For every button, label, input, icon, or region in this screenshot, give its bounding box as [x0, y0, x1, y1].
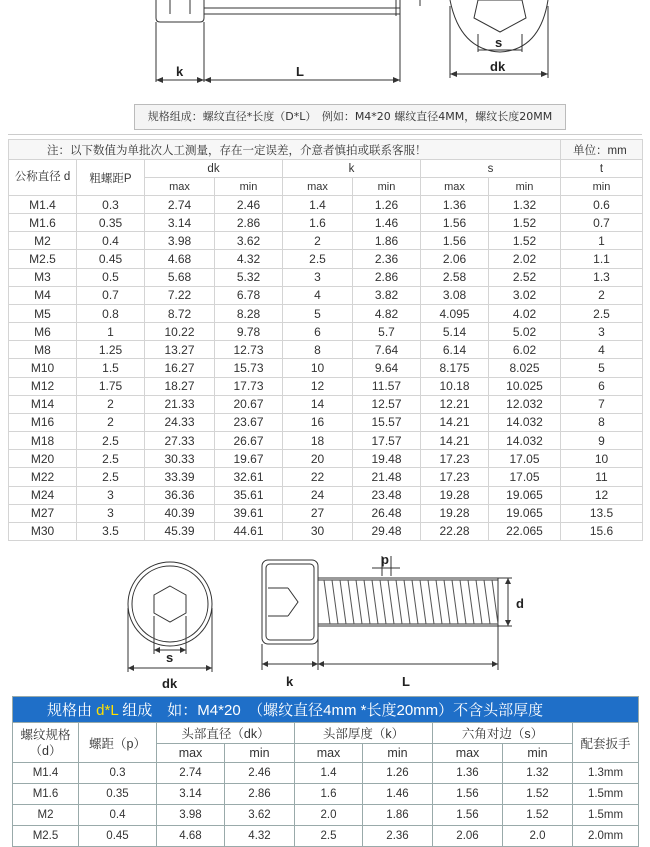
- table-cell: 2.36: [353, 250, 421, 268]
- mid-L-label: L: [402, 674, 410, 689]
- thread-line: [484, 580, 490, 624]
- table-cell: 10.025: [489, 377, 561, 395]
- table-cell: 22.065: [489, 522, 561, 540]
- mid-d-label: d: [516, 596, 524, 611]
- table-cell: 1.56: [421, 214, 489, 232]
- table-cell: 2.0mm: [573, 826, 639, 847]
- header-s-min: min: [489, 178, 561, 196]
- table-cell: 8: [561, 413, 643, 431]
- table-cell: 2: [283, 232, 353, 250]
- thread-line: [348, 580, 354, 624]
- table-cell: M2.5: [9, 250, 77, 268]
- table-cell: 19.28: [421, 504, 489, 522]
- table-cell: 19.065: [489, 504, 561, 522]
- table-cell: 1: [561, 232, 643, 250]
- thread-line: [372, 580, 378, 624]
- table-row: [9, 450, 643, 468]
- table-cell: 11.57: [353, 377, 421, 395]
- table-cell: 3.5: [77, 522, 145, 540]
- top-L-label: L: [296, 64, 304, 79]
- table-row: [9, 522, 643, 540]
- table-cell: 23.67: [215, 413, 283, 431]
- t2-header-k-max: max: [295, 744, 363, 763]
- table-cell: 4.68: [145, 250, 215, 268]
- table-cell: 1.36: [421, 196, 489, 214]
- table-cell: 1.32: [503, 763, 573, 784]
- t2-header-dk-min: min: [225, 744, 295, 763]
- table-cell: 2.74: [145, 196, 215, 214]
- table-cell: 12.73: [215, 341, 283, 359]
- table-cell: 2.06: [433, 826, 503, 847]
- table-cell: 1.52: [503, 805, 573, 826]
- table-cell: 16.27: [145, 359, 215, 377]
- table-cell: 0.6: [561, 196, 643, 214]
- top-bolt-drawing: [0, 0, 650, 100]
- table-cell: M1.4: [9, 196, 77, 214]
- title-pre: 规格由: [47, 702, 97, 719]
- table-cell: 2.46: [225, 763, 295, 784]
- thread-line: [468, 580, 474, 624]
- table-cell: 16: [283, 413, 353, 431]
- table-cell: 0.4: [79, 805, 157, 826]
- table-cell: 9.64: [353, 359, 421, 377]
- table-cell: 1.5mm: [573, 784, 639, 805]
- table-cell: 3: [283, 268, 353, 286]
- table-cell: 30: [283, 522, 353, 540]
- table-cell: 4.32: [215, 250, 283, 268]
- table-cell: 0.35: [79, 784, 157, 805]
- table-cell: 1.52: [489, 232, 561, 250]
- table-cell: 18.27: [145, 377, 215, 395]
- table-cell: 3.08: [421, 286, 489, 304]
- table-row: [9, 486, 643, 504]
- table-cell: 1.75: [77, 377, 145, 395]
- table-row: [9, 323, 643, 341]
- table-cell: 1.25: [77, 341, 145, 359]
- measurement-note: 注：以下数值为单批次人工测量，存在一定误差，介意者慎拍或联系客服！: [9, 140, 561, 160]
- t2-header-dk-max: max: [157, 744, 225, 763]
- table-cell: 4.02: [489, 304, 561, 322]
- header-t-min: min: [561, 178, 643, 196]
- header-wrench: 配套扳手: [573, 723, 639, 763]
- table-cell: M20: [9, 450, 77, 468]
- table-cell: 39.61: [215, 504, 283, 522]
- thread-line: [388, 580, 394, 624]
- table-cell: 6: [283, 323, 353, 341]
- header-dk: dk: [145, 160, 283, 178]
- table-cell: 6.02: [489, 341, 561, 359]
- title-highlight: d*L: [96, 702, 119, 719]
- thread-line: [436, 580, 442, 624]
- table-cell: 1.4: [295, 763, 363, 784]
- table-cell: 2: [77, 413, 145, 431]
- table-cell: M24: [9, 486, 77, 504]
- table-cell: 32.61: [215, 468, 283, 486]
- thread-line: [324, 580, 330, 624]
- table-cell: 0.35: [77, 214, 145, 232]
- table-cell: 23.48: [353, 486, 421, 504]
- table-cell: 10: [283, 359, 353, 377]
- table-cell: 2.46: [215, 196, 283, 214]
- header-dk-max: max: [145, 178, 215, 196]
- table-cell: 26.48: [353, 504, 421, 522]
- table-cell: 1.86: [353, 232, 421, 250]
- table-cell: 2.0: [503, 826, 573, 847]
- table-cell: 18: [283, 432, 353, 450]
- table-row: [13, 805, 639, 826]
- table-cell: M1.4: [13, 763, 79, 784]
- table-cell: 20.67: [215, 395, 283, 413]
- table-cell: 4.095: [421, 304, 489, 322]
- table-cell: 8.28: [215, 304, 283, 322]
- table-cell: 22: [283, 468, 353, 486]
- table-cell: 12: [283, 377, 353, 395]
- table-cell: 3.98: [145, 232, 215, 250]
- table-cell: 24.33: [145, 413, 215, 431]
- table-row: [9, 504, 643, 522]
- table-cell: 2.5: [77, 450, 145, 468]
- table-cell: 5: [283, 304, 353, 322]
- table-cell: 8.025: [489, 359, 561, 377]
- table-cell: 1: [77, 323, 145, 341]
- table-cell: 0.7: [77, 286, 145, 304]
- table-row: [9, 468, 643, 486]
- header-thread-spec: 螺纹规格（d）: [13, 723, 79, 763]
- table-cell: 5: [561, 359, 643, 377]
- table-cell: 1.26: [353, 196, 421, 214]
- table-cell: 11: [561, 468, 643, 486]
- table-cell: 1.36: [433, 763, 503, 784]
- table-cell: 8.72: [145, 304, 215, 322]
- table-cell: 14.21: [421, 432, 489, 450]
- table-cell: 14.032: [489, 432, 561, 450]
- table-cell: M5: [9, 304, 77, 322]
- table-row: [9, 395, 643, 413]
- table-cell: 1.5: [77, 359, 145, 377]
- table-cell: 12: [561, 486, 643, 504]
- table-cell: 1.6: [283, 214, 353, 232]
- table-cell: 1.32: [489, 196, 561, 214]
- t2-header-s-min: min: [503, 744, 573, 763]
- t2-header-s-max: max: [433, 744, 503, 763]
- thread-line: [404, 580, 410, 624]
- divider: [8, 134, 642, 135]
- thread-line: [476, 580, 482, 624]
- spec-format-box: 规格组成：螺纹直径*长度（D*L） 例如：M4*20 螺纹直径4MM，螺纹长度20MM: [134, 104, 566, 130]
- header-thread-pitch: 螺距（p）: [79, 723, 157, 763]
- t2-header-k-min: min: [363, 744, 433, 763]
- table-cell: 2.58: [421, 268, 489, 286]
- table-row: [9, 341, 643, 359]
- table-cell: 0.8: [77, 304, 145, 322]
- table-cell: 5.32: [215, 268, 283, 286]
- top-k-label: k: [176, 64, 184, 79]
- table-cell: 0.3: [79, 763, 157, 784]
- title-post: 组成 如：M4*20 （螺纹直径4mm *长度20mm）不含头部厚度: [118, 702, 544, 719]
- header-pitch: 粗螺距P: [77, 160, 145, 196]
- table-cell: 6.78: [215, 286, 283, 304]
- header-dk-min: min: [215, 178, 283, 196]
- thread-line: [420, 580, 426, 624]
- header-k-max: max: [283, 178, 353, 196]
- table-cell: 1.86: [363, 805, 433, 826]
- table-cell: 4.32: [225, 826, 295, 847]
- mid-bolt-drawing: [100, 546, 540, 696]
- table-cell: 2.86: [225, 784, 295, 805]
- table-cell: M27: [9, 504, 77, 522]
- table-cell: 12.21: [421, 395, 489, 413]
- table-cell: 24: [283, 486, 353, 504]
- table-cell: 7: [561, 395, 643, 413]
- table-cell: 8: [283, 341, 353, 359]
- thread-line: [412, 580, 418, 624]
- table-cell: 2.86: [353, 268, 421, 286]
- thread-line: [460, 580, 466, 624]
- table-cell: 5.7: [353, 323, 421, 341]
- table-cell: 8.175: [421, 359, 489, 377]
- table-cell: 2.5: [77, 468, 145, 486]
- table-cell: 1.56: [433, 784, 503, 805]
- table-cell: 19.67: [215, 450, 283, 468]
- table-cell: 1.6: [295, 784, 363, 805]
- table-cell: 3.62: [225, 805, 295, 826]
- table-cell: M3: [9, 268, 77, 286]
- table-cell: 36.36: [145, 486, 215, 504]
- table-cell: 19.065: [489, 486, 561, 504]
- table-cell: 2: [77, 395, 145, 413]
- table-cell: 3: [561, 323, 643, 341]
- table-cell: 0.3: [77, 196, 145, 214]
- table-cell: 14: [283, 395, 353, 413]
- table-cell: 2.06: [421, 250, 489, 268]
- table-cell: 4.68: [157, 826, 225, 847]
- header-k-min: min: [353, 178, 421, 196]
- table-cell: 1.3: [561, 268, 643, 286]
- table-cell: 2.74: [157, 763, 225, 784]
- table-cell: 4: [561, 341, 643, 359]
- table-cell: 0.4: [77, 232, 145, 250]
- header-hex-across: 六角对边（s）: [433, 723, 573, 744]
- table-row: [9, 196, 643, 214]
- table-cell: 2.52: [489, 268, 561, 286]
- table-cell: 10.18: [421, 377, 489, 395]
- table-cell: M30: [9, 522, 77, 540]
- table-cell: 3: [77, 486, 145, 504]
- table-cell: 19.28: [421, 486, 489, 504]
- table-cell: 10: [561, 450, 643, 468]
- table-cell: 2.36: [363, 826, 433, 847]
- table-cell: M16: [9, 413, 77, 431]
- table-cell: 9: [561, 432, 643, 450]
- table-cell: 17.73: [215, 377, 283, 395]
- table-cell: 44.61: [215, 522, 283, 540]
- table-cell: M6: [9, 323, 77, 341]
- table-cell: M2: [13, 805, 79, 826]
- table-row: [9, 413, 643, 431]
- thread-line: [492, 580, 498, 624]
- top-s-label: s: [495, 35, 503, 50]
- thread-line: [452, 580, 458, 624]
- table-cell: 12.032: [489, 395, 561, 413]
- table-cell: 27: [283, 504, 353, 522]
- table-cell: M2: [9, 232, 77, 250]
- table-cell: 3.02: [489, 286, 561, 304]
- table-row: [13, 784, 639, 805]
- table-row: [9, 377, 643, 395]
- table-cell: M1.6: [13, 784, 79, 805]
- table-cell: 15.57: [353, 413, 421, 431]
- table-cell: 27.33: [145, 432, 215, 450]
- table-cell: 17.05: [489, 468, 561, 486]
- table-cell: 4.82: [353, 304, 421, 322]
- table-cell: 1.56: [433, 805, 503, 826]
- table-cell: 1.46: [353, 214, 421, 232]
- thread-line: [380, 580, 386, 624]
- table-row: [9, 432, 643, 450]
- table-cell: 7.64: [353, 341, 421, 359]
- table-cell: 0.7: [561, 214, 643, 232]
- table-row: [9, 214, 643, 232]
- top-dk-label: dk: [490, 59, 506, 74]
- table-cell: 29.48: [353, 522, 421, 540]
- table-row: [9, 359, 643, 377]
- table-cell: 3.14: [157, 784, 225, 805]
- thread-line: [332, 580, 338, 624]
- table-row: [9, 232, 643, 250]
- table-cell: 2.5: [77, 432, 145, 450]
- table-cell: 2.5: [295, 826, 363, 847]
- header-nominal-diameter: 公称直径 d: [9, 160, 77, 196]
- mid-dk-label: dk: [162, 676, 178, 691]
- table-cell: M12: [9, 377, 77, 395]
- table-cell: 0.45: [77, 250, 145, 268]
- header-s: s: [421, 160, 561, 178]
- table-cell: 21.33: [145, 395, 215, 413]
- table-cell: 3: [77, 504, 145, 522]
- table-cell: 6: [561, 377, 643, 395]
- table-cell: 1.46: [363, 784, 433, 805]
- table-cell: M2.5: [13, 826, 79, 847]
- table-cell: 2.5: [561, 304, 643, 322]
- table-cell: 3.14: [145, 214, 215, 232]
- table-row: [13, 826, 639, 847]
- table-cell: 13.5: [561, 504, 643, 522]
- table-cell: 3.82: [353, 286, 421, 304]
- thread-line: [444, 580, 450, 624]
- table-cell: 2.86: [215, 214, 283, 232]
- table-cell: 40.39: [145, 504, 215, 522]
- table-cell: 13.27: [145, 341, 215, 359]
- mid-s-label: s: [166, 650, 174, 665]
- table-cell: M14: [9, 395, 77, 413]
- header-k: k: [283, 160, 421, 178]
- table-cell: 4: [283, 286, 353, 304]
- thread-line: [356, 580, 362, 624]
- table-cell: 1.5mm: [573, 805, 639, 826]
- table-cell: 20: [283, 450, 353, 468]
- table-cell: 7.22: [145, 286, 215, 304]
- table-cell: 1.4: [283, 196, 353, 214]
- table-cell: 1.52: [503, 784, 573, 805]
- table-cell: M1.6: [9, 214, 77, 232]
- table-cell: 3.62: [215, 232, 283, 250]
- table-cell: 17.05: [489, 450, 561, 468]
- table-cell: 30.33: [145, 450, 215, 468]
- table-cell: 35.61: [215, 486, 283, 504]
- table-cell: 5.02: [489, 323, 561, 341]
- table-cell: M8: [9, 341, 77, 359]
- table-cell: 15.73: [215, 359, 283, 377]
- table-cell: 17.23: [421, 468, 489, 486]
- dimension-table-2: [12, 696, 639, 847]
- unit-label: 单位：mm: [561, 140, 643, 160]
- header-head-thickness: 头部厚度（k）: [295, 723, 433, 744]
- table-cell: 2.02: [489, 250, 561, 268]
- thread-line: [396, 580, 402, 624]
- table-cell: 2.5: [283, 250, 353, 268]
- table-cell: 9.78: [215, 323, 283, 341]
- table-cell: 0.45: [79, 826, 157, 847]
- table-cell: 3.98: [157, 805, 225, 826]
- thread-line: [428, 580, 434, 624]
- table-cell: 2: [561, 286, 643, 304]
- table-cell: 26.67: [215, 432, 283, 450]
- table-row: [9, 304, 643, 322]
- table-cell: 12.57: [353, 395, 421, 413]
- table-cell: 6.14: [421, 341, 489, 359]
- table-row: [9, 250, 643, 268]
- mid-k-label: k: [286, 674, 294, 689]
- spec-title-bar: [13, 697, 639, 723]
- table-row: [13, 763, 639, 784]
- table-cell: M4: [9, 286, 77, 304]
- header-s-max: max: [421, 178, 489, 196]
- table-cell: M22: [9, 468, 77, 486]
- table-cell: 19.48: [353, 450, 421, 468]
- header-t: t: [561, 160, 643, 178]
- table-cell: 1.52: [489, 214, 561, 232]
- table-cell: 21.48: [353, 468, 421, 486]
- table-cell: 15.6: [561, 522, 643, 540]
- table-cell: M18: [9, 432, 77, 450]
- table-row: [9, 268, 643, 286]
- table-cell: 1.3mm: [573, 763, 639, 784]
- table-cell: 14.032: [489, 413, 561, 431]
- table-cell: 45.39: [145, 522, 215, 540]
- thread-line: [364, 580, 370, 624]
- table-cell: M10: [9, 359, 77, 377]
- table-cell: 17.57: [353, 432, 421, 450]
- table-cell: 1.26: [363, 763, 433, 784]
- table-row: [9, 286, 643, 304]
- dimension-table-1: [8, 139, 643, 541]
- table-cell: 5.68: [145, 268, 215, 286]
- table-cell: 14.21: [421, 413, 489, 431]
- table-cell: 1.56: [421, 232, 489, 250]
- thread-line: [340, 580, 346, 624]
- table-cell: 22.28: [421, 522, 489, 540]
- table-cell: 1.1: [561, 250, 643, 268]
- mid-p-label: p: [381, 552, 389, 567]
- table-cell: 2.0: [295, 805, 363, 826]
- table-cell: 0.5: [77, 268, 145, 286]
- table-cell: 5.14: [421, 323, 489, 341]
- table-cell: 10.22: [145, 323, 215, 341]
- table-cell: 33.39: [145, 468, 215, 486]
- table-cell: 17.23: [421, 450, 489, 468]
- header-head-diameter: 头部直径（dk）: [157, 723, 295, 744]
